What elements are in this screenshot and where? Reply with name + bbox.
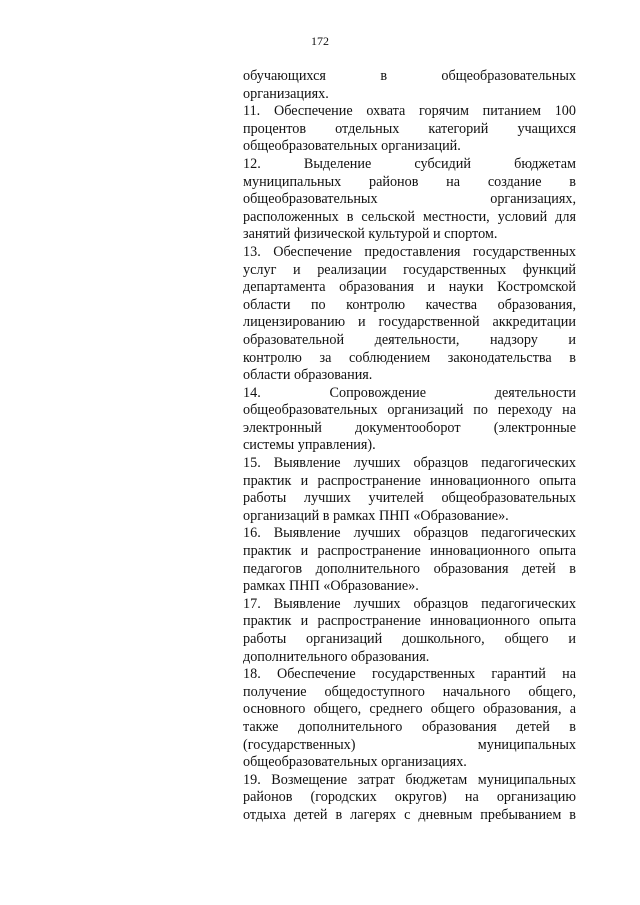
text-line: практик и распространение инновационного опыта	[243, 613, 576, 630]
text-line: расположенных в сельской местности, условий для	[243, 208, 576, 225]
text-line: обучающихся в общеобразовательных	[243, 68, 576, 84]
text-line: (государственных) муниципальных	[243, 736, 576, 753]
text-line: муниципальных районов на создание в	[243, 173, 576, 190]
text-line: общеобразовательных организаций.	[243, 138, 461, 155]
text-line: системы управления).	[243, 437, 376, 454]
text-line: общеобразовательных организаций по переходу на	[243, 402, 576, 419]
page-number: 172	[311, 34, 329, 48]
text-line: районов (городских округов) на организацию	[243, 789, 576, 806]
text-line: занятий физической культурой и спортом.	[243, 226, 498, 243]
text-line: 15. Выявление лучших образцов педагогических	[243, 455, 576, 472]
text-line: 18. Обеспечение государственных гарантий на	[243, 666, 576, 683]
text-line: 16. Выявление лучших образцов педагогических	[243, 525, 576, 542]
text-line: практик и распространение инновационного опыта	[243, 472, 576, 489]
text-line: работы лучших учителей общеобразовательных	[243, 490, 576, 507]
text-line: получение общедоступного начального общего,	[243, 683, 576, 700]
text-line: дополнительного образования.	[243, 648, 430, 665]
text-line: основного общего, среднего общего образования, а	[243, 701, 576, 718]
document-body	[243, 68, 576, 825]
text-line: 13. Обеспечение предоставления государственных	[243, 243, 576, 260]
text-line: 19. Возмещение затрат бюджетам муниципальных	[243, 771, 576, 788]
text-line: 12. Выделение субсидий бюджетам	[243, 155, 576, 172]
text-line: лицензированию и государственной аккредитации	[243, 314, 576, 331]
text-line: рамках ПНП «Образование».	[243, 578, 419, 595]
text-line: области образования.	[243, 367, 373, 384]
text-line: работы организаций дошкольного, общего и	[243, 631, 576, 647]
text-line: контролю за соблюдением законодательства в	[243, 349, 576, 366]
text-line: 11. Обеспечение охвата горячим питанием 100	[243, 103, 576, 120]
text-line: 17. Выявление лучших образцов педагогических	[243, 595, 576, 612]
text-line: процентов отдельных категорий учащихся	[243, 120, 576, 137]
text-line: также дополнительного образования детей в	[243, 718, 576, 735]
text-line: услуг и реализации государственных функций	[243, 261, 576, 278]
text-line: электронный документооборот (электронные	[243, 419, 576, 436]
text-line: области по контролю качества образования,	[243, 296, 576, 313]
text-line: общеобразовательных организациях.	[243, 754, 467, 771]
text-line: организаций в рамках ПНП «Образование».	[243, 507, 509, 524]
text-line: организациях.	[243, 85, 329, 102]
text-line: 14. Сопровождение деятельности	[243, 384, 576, 401]
text-line: образовательной деятельности, надзору и	[243, 331, 576, 348]
text-line: практик и распространение инновационного опыта	[243, 543, 576, 560]
text-line: отдыха детей в лагерях с дневным пребыванием в	[243, 806, 576, 823]
text-line: департамента образования и науки Костромской	[243, 279, 576, 296]
text-line: педагогов дополнительного образования детей в	[243, 560, 576, 577]
text-line: общеобразовательных организациях,	[243, 191, 576, 208]
